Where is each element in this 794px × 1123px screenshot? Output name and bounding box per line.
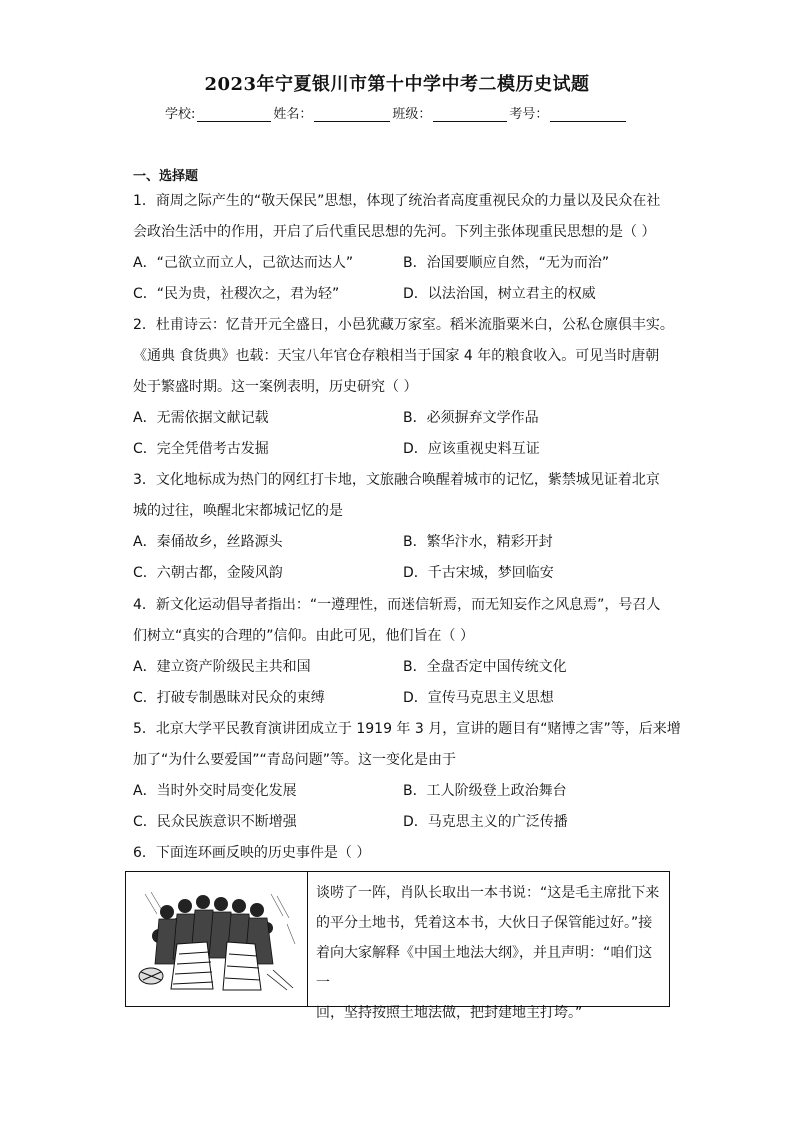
option-a[interactable]: A．无需依据文献记载: [133, 410, 269, 426]
caption-line: 的平分土地书，凭着这本书，大伙日子保管能过好。”接: [316, 915, 653, 931]
school-blank: [197, 107, 271, 122]
comic-table: [125, 871, 670, 1021]
option-b[interactable]: B．工人阶级登上政治舞台: [403, 783, 567, 799]
comic-illustration: [126, 872, 308, 1006]
question-line: 会政治生活中的作用，开启了后代重民思想的先河。下列主张体现重民思想的是（ ）: [133, 224, 656, 240]
examno-blank: [550, 107, 626, 122]
option-c[interactable]: C．民众民族意识不断增强: [133, 814, 297, 830]
question-2-stem: [133, 310, 673, 403]
question-6-stem: [133, 838, 673, 869]
comic-caption: [308, 872, 669, 1021]
option-d[interactable]: D．千古宋城，梦回临安: [403, 565, 554, 581]
question-5-stem: [133, 714, 681, 776]
name-blank: [314, 107, 390, 122]
school-label: 学校:: [165, 107, 196, 122]
option-c[interactable]: C．打破专制愚昧对民众的束缚: [133, 690, 325, 706]
option-b[interactable]: B．必须摒弃文学作品: [403, 410, 539, 426]
question-line: 城的过往，唤醒北宋都城记忆的是: [133, 503, 343, 519]
option-d[interactable]: D．宣传马克思主义思想: [403, 690, 554, 706]
caption-line: 回，坚持按照土地法做，把封建地主打垮。”: [316, 1005, 583, 1021]
option-a[interactable]: A．秦俑故乡，丝路源头: [133, 534, 283, 550]
name-label: 姓名：: [273, 107, 313, 122]
question-line: 3．文化地标成为热门的网红打卡地，文旅融合唤醒着城市的记忆，紫禁城见证着北京: [133, 472, 660, 488]
option-b[interactable]: B．全盘否定中国传统文化: [403, 659, 567, 675]
option-d[interactable]: D．应该重视史料互证: [403, 441, 540, 457]
option-c[interactable]: C．完全凭借考古发掘: [133, 441, 269, 457]
question-line: 2．杜甫诗云：忆昔开元全盛日，小邑犹藏万家室。稻米流脂粟米白，公私仓廪俱丰实。: [133, 317, 674, 333]
option-a[interactable]: A．“己欲立而立人，己欲达而达人”: [133, 255, 354, 271]
question-2-options: [133, 403, 673, 465]
question-line: 加了“为什么要爱国”“青岛问题”等。这一变化是由于: [133, 752, 457, 768]
option-c[interactable]: C．“民为贵，社稷次之，君为轻”: [133, 286, 340, 302]
section-title: 一、选择题: [133, 169, 199, 184]
student-info-line: [165, 103, 645, 122]
question-4-stem: [133, 590, 673, 652]
option-d[interactable]: D．以法治国，树立君主的权威: [403, 286, 596, 302]
caption-line: 着向大家解释《中国土地法大纲》，并且声明：“咱们这一: [316, 945, 653, 991]
option-c[interactable]: C．六朝古都，金陵风韵: [133, 565, 283, 581]
option-b[interactable]: B．治国要顺应自然，“无为而治”: [403, 255, 610, 271]
question-line: 1．商周之际产生的“敬天保民”思想，体现了统治者高度重视民众的力量以及民众在社: [133, 193, 661, 209]
question-line: 5．北京大学平民教育演讲团成立于 1919 年 3 月，宣讲的题目有“赌博之害”等，后来增: [133, 721, 681, 737]
option-a[interactable]: A．建立资产阶级民主共和国: [133, 659, 311, 675]
class-label: 班级：: [392, 107, 432, 122]
question-line: 们树立“真实的合理的”信仰。由此可见，他们旨在（ ）: [133, 628, 474, 644]
option-d[interactable]: D．马克思主义的广泛传播: [403, 814, 568, 830]
class-blank: [433, 107, 507, 122]
option-b[interactable]: B．繁华汴水，精彩开封: [403, 534, 553, 550]
question-line: 6．下面连环画反映的历史事件是（ ）: [133, 845, 371, 861]
caption-line: 谈唠了一阵，肖队长取出一本书说：“这是毛主席批下来: [316, 885, 660, 901]
examno-label: 考号：: [509, 107, 549, 122]
question-3-stem: [133, 465, 673, 527]
question-line: 《通典 食货典》也载：天宝八年官仓存粮相当于国家 4 年的粮食收入。可见当时唐朝: [133, 348, 660, 364]
question-1-stem: [133, 186, 673, 248]
question-5-options: [133, 776, 673, 838]
question-3-options: [133, 527, 673, 589]
page-title: 2023年宁夏银川市第十中学中考二模历史试题: [204, 74, 590, 95]
question-line: 4．新文化运动倡导者指出：“一遵理性，而迷信斩焉，而无知妄作之风息焉”，号召人: [133, 597, 661, 613]
crowd-sketch-icon: [137, 884, 297, 994]
question-line: 处于繁盛时期。这一案例表明，历史研究（ ）: [133, 379, 418, 395]
question-1-options: [133, 248, 673, 310]
question-4-options: [133, 652, 673, 714]
option-a[interactable]: A．当时外交时局变化发展: [133, 783, 297, 799]
